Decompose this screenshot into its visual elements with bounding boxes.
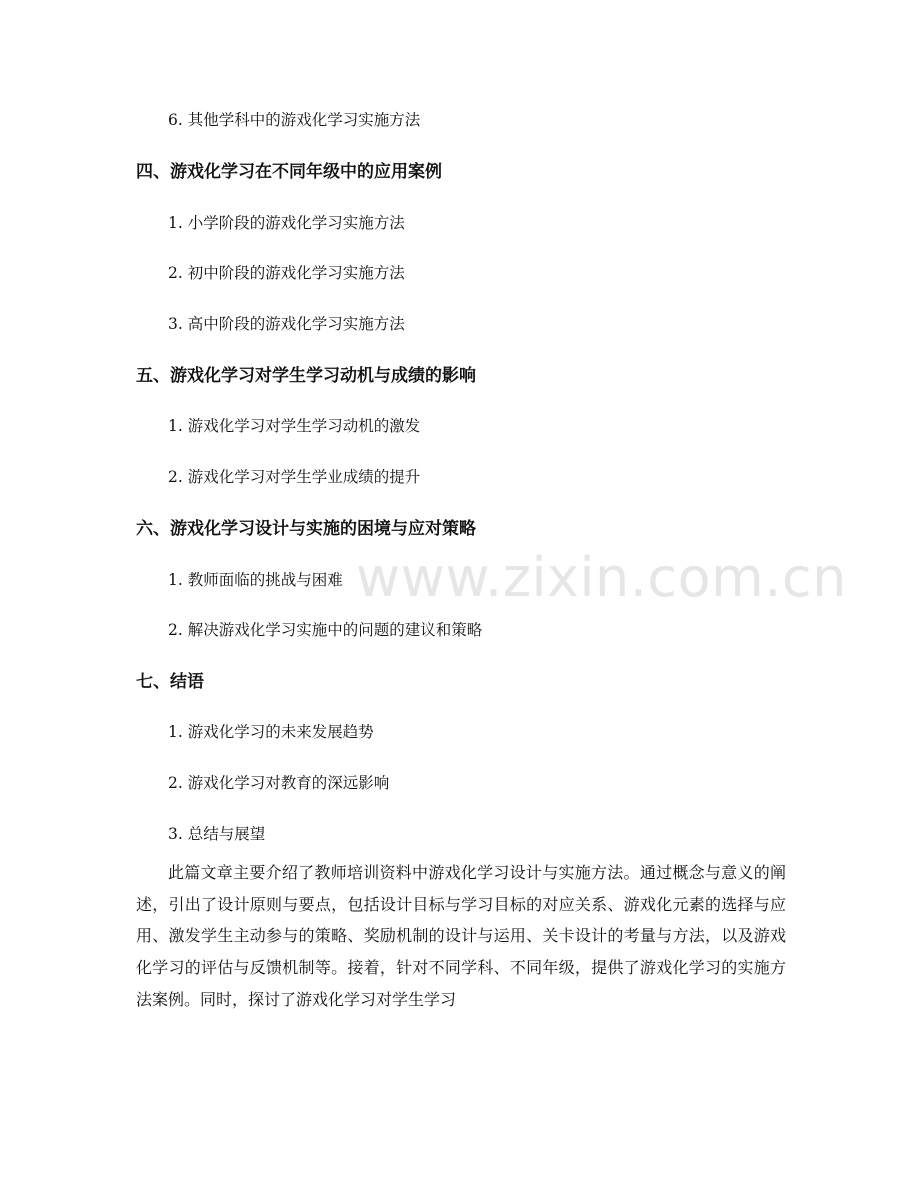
list-item: 2. 解决游戏化学习实施中的问题的建议和策略 [168, 621, 483, 639]
section-heading: 七、结语 [136, 672, 204, 692]
section-heading: 六、游戏化学习设计与实施的困境与应对策略 [136, 519, 476, 539]
list-item: 2. 初中阶段的游戏化学习实施方法 [168, 264, 405, 282]
watermark-text: www.zixin.com.cn [356, 546, 847, 609]
list-item: 1. 教师面临的挑战与困难 [168, 571, 343, 589]
list-item: 1. 游戏化学习对学生学习动机的激发 [168, 417, 421, 435]
list-item: 2. 游戏化学习对教育的深远影响 [168, 774, 390, 792]
list-item: 6. 其他学科中的游戏化学习实施方法 [168, 111, 421, 129]
summary-paragraph: 此篇文章主要介绍了教师培训资料中游戏化学习设计与实施方法。通过概念与意义的阐述，引出了设计原则与要点，包括设计目标与学习目标的对应关系、游戏化元素的选择与应用、激发学生主动参与的策略、奖励机制的设计与运用、关卡设计的考量与方法，以及游戏化学习的评估与反馈机制等。接着，针对不同学科、不同年级，提供了游戏化学习的实施方法案例。同时，探讨了游戏化学习对学生学习 [136, 863, 786, 1009]
section-heading: 四、游戏化学习在不同年级中的应用案例 [136, 162, 442, 182]
list-item: 1. 小学阶段的游戏化学习实施方法 [168, 214, 405, 232]
list-item: 2. 游戏化学习对学生学业成绩的提升 [168, 468, 421, 486]
list-item: 3. 总结与展望 [168, 825, 266, 843]
list-item: 1. 游戏化学习的未来发展趋势 [168, 723, 374, 741]
section-heading: 五、游戏化学习对学生学习动机与成绩的影响 [136, 366, 476, 386]
list-item: 3. 高中阶段的游戏化学习实施方法 [168, 315, 405, 333]
